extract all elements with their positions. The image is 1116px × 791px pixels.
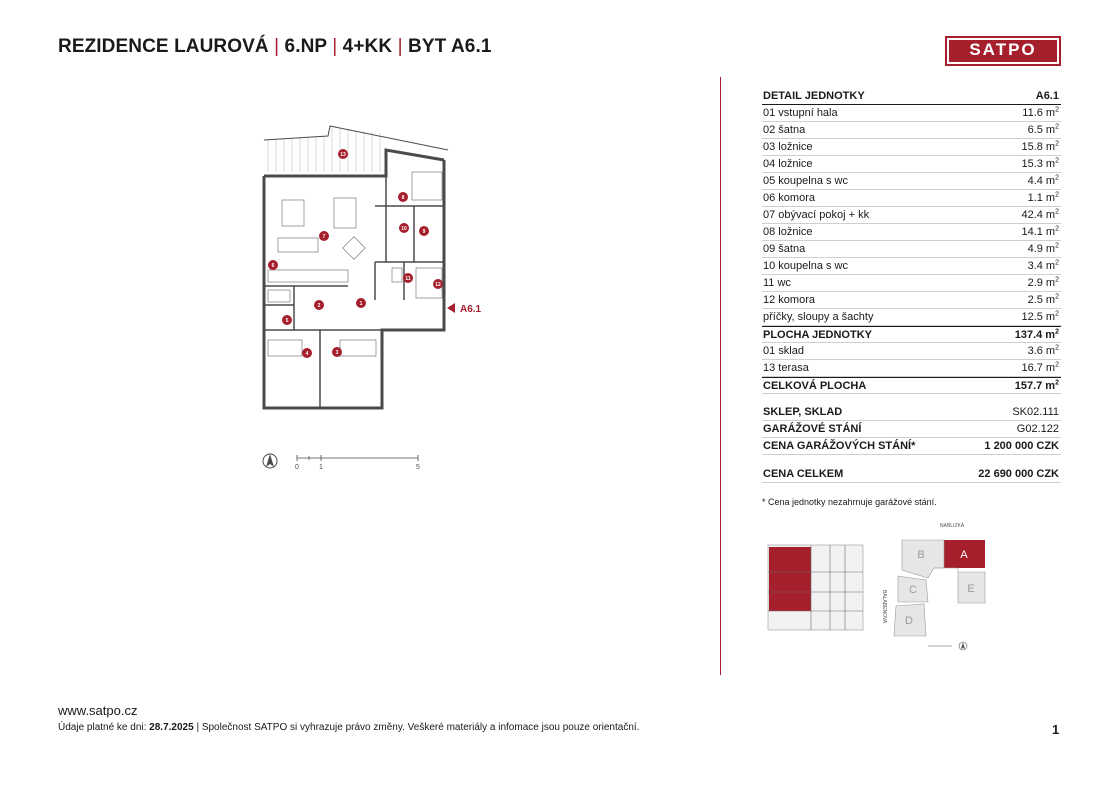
total-area-value: 157.7 $m^2$ (1014, 379, 1059, 392)
courtyard-link (934, 568, 958, 572)
terrace-paving (268, 128, 380, 172)
title-separator: | (397, 36, 403, 57)
title-layout: 4+KK (342, 36, 393, 57)
storage-table (762, 404, 1061, 455)
room-row-value: 15.3 $m^2$ (1021, 157, 1059, 170)
extra-row-value: 3.6 $m^2$ (1027, 344, 1059, 357)
room-rows (762, 105, 1061, 326)
title-separator: | (274, 36, 280, 57)
room-row (762, 258, 1061, 275)
room-row-value: 2.5 $m^2$ (1027, 293, 1059, 306)
page-title (58, 36, 492, 58)
room-row (762, 105, 1061, 122)
total-area-label: CELKOVÁ PLOCHA (763, 380, 867, 392)
block-label-c: C (909, 584, 917, 596)
room-row-value: 6.5 $m^2$ (1027, 123, 1059, 136)
storage-value: SK02.111 (1012, 406, 1059, 418)
detail-header-row (762, 88, 1061, 105)
logo-text: SATPO (949, 40, 1057, 60)
highlighted-unit (769, 547, 811, 611)
room-row-value: 15.8 $m^2$ (1021, 140, 1059, 153)
block-label-e: E (967, 583, 975, 595)
room-row-value: 11.6 $m^2$ (1022, 106, 1059, 119)
room-row (762, 309, 1061, 326)
room-row-label: 10 koupelna s wc (763, 260, 848, 272)
page-number: 1 (1052, 722, 1060, 737)
scale-label-5: 5 (416, 464, 420, 471)
unit-area-row (762, 326, 1061, 343)
unit-detail-table (762, 88, 1061, 394)
total-price-row (762, 466, 1061, 483)
garage-price-label: CENA GARÁŽOVÝCH STÁNÍ* (763, 440, 916, 452)
unit-label: A6.1 (460, 304, 482, 315)
title-separator: | (332, 36, 338, 57)
room-row-label: 04 ložnice (763, 158, 813, 170)
site-north-needle-icon (961, 642, 965, 649)
room-row (762, 224, 1061, 241)
footer-note-suffix: | Společnost SATPO si vyhrazuje právo změny. Veškeré materiály a infomace jsou pouze orientační. (193, 722, 640, 733)
scale-label-0: 0 (295, 464, 299, 471)
room-row-label: 03 ložnice (763, 141, 813, 153)
room-number: 3 (335, 350, 339, 356)
extra-row-value: 16.7 $m^2$ (1021, 361, 1059, 374)
room-row-value: 12.5 $m^2$ (1021, 310, 1059, 323)
room-number: 4 (305, 351, 309, 357)
room-row (762, 190, 1061, 207)
room-number: 5 (285, 318, 289, 324)
room-row-label: příčky, sloupy a šachty (763, 311, 874, 323)
room-row-value: 1.1 $m^2$ (1027, 191, 1059, 204)
room-number: 1 (359, 301, 363, 307)
room-row (762, 241, 1061, 258)
storage-label: SKLEP, SKLAD (763, 406, 843, 418)
detail-header-label: DETAIL JEDNOTKY (763, 90, 865, 102)
room-number: 8 (401, 195, 405, 201)
floor-plan (250, 120, 490, 415)
room-row-label: 07 obývací pokoj + kk (763, 209, 870, 221)
room-number: 9 (422, 229, 426, 235)
extra-row-label: 01 sklad (763, 345, 804, 357)
room-row-label: 06 komora (763, 192, 815, 204)
room-row-label: 02 šatna (763, 124, 806, 136)
footer-note-prefix: Údaje platné ke dni: (58, 722, 150, 733)
room-row-label: 01 vstupní hala (763, 107, 838, 119)
street-side-label: BALABENOVA (881, 590, 887, 624)
garage-label: GARÁŽOVÉ STÁNÍ (763, 423, 862, 435)
title-floor: 6.NP (284, 36, 327, 57)
room-row-value: 3.4 $m^2$ (1027, 259, 1059, 272)
room-number: 12 (435, 282, 441, 288)
total-area-row (762, 377, 1061, 394)
room-row (762, 156, 1061, 173)
logo-underline (949, 60, 1057, 62)
room-row (762, 139, 1061, 156)
room-row-label: 08 ložnice (763, 226, 813, 238)
room-number: 6 (271, 263, 275, 269)
floor-key-plan (762, 538, 872, 638)
room-numbers (272, 152, 441, 357)
room-row-value: 14.1 $m^2$ (1021, 225, 1059, 238)
price-note: * Cena jednotky nezahrnuje garážové stání. (762, 497, 937, 507)
inner-walls (264, 176, 444, 408)
block-label-b: B (917, 549, 925, 561)
column-divider (720, 77, 721, 675)
extra-row-label: 13 terasa (763, 362, 809, 374)
total-price-label: CENA CELKEM (763, 468, 844, 480)
footer-disclaimer (58, 722, 639, 733)
scale-bar (260, 448, 430, 474)
street-top-label: NABLIZKÁ (940, 523, 965, 529)
room-row-label: 11 wc (763, 277, 791, 289)
block-label-a: A (960, 549, 968, 561)
satpo-logo (945, 36, 1061, 66)
room-row-value: 2.9 $m^2$ (1027, 276, 1059, 289)
website-link[interactable]: www.satpo.cz (58, 703, 138, 718)
room-row (762, 173, 1061, 190)
room-number: 2 (317, 303, 321, 309)
extra-rows (762, 343, 1061, 377)
room-row (762, 207, 1061, 224)
block-label-d: D (905, 615, 913, 627)
room-row-label: 09 šatna (763, 243, 806, 255)
room-row (762, 275, 1061, 292)
room-number: 7 (322, 234, 326, 240)
garage-price-value: 1 200 000 CZK (984, 440, 1059, 452)
storage-row (762, 404, 1061, 421)
title-unit: BYT A6.1 (408, 36, 492, 57)
title-project: REZIDENCE LAUROVÁ (58, 36, 269, 57)
total-price (762, 466, 1061, 483)
garage-price-row (762, 438, 1061, 455)
unit-area-label: PLOCHA JEDNOTKY (763, 329, 872, 341)
room-number: 11 (405, 276, 411, 282)
extra-row (762, 343, 1061, 360)
north-arrow-needle-icon (266, 454, 274, 467)
entry-arrow-icon (447, 303, 455, 313)
garage-value: G02.122 (1016, 423, 1059, 435)
unit-area-value: 137.4 $m^2$ (1014, 328, 1059, 341)
room-row-label: 12 komora (763, 294, 815, 306)
room-row-value: 4.4 $m^2$ (1027, 174, 1059, 187)
footer-date: 28.7.2025 (149, 722, 194, 733)
room-row-label: 05 koupelna s wc (763, 175, 848, 187)
outer-walls (264, 150, 444, 408)
room-row-value: 4.9 $m^2$ (1027, 242, 1059, 255)
extra-row (762, 360, 1061, 377)
room-number: 13 (340, 152, 346, 158)
garage-row (762, 421, 1061, 438)
site-plan (870, 515, 1000, 655)
scale-label-1: 1 (319, 464, 323, 471)
room-row-value: 42.4 $m^2$ (1021, 208, 1059, 221)
room-row (762, 292, 1061, 309)
room-row (762, 122, 1061, 139)
total-price-value: 22 690 000 CZK (978, 468, 1059, 480)
detail-header-value: A6.1 (1035, 90, 1059, 102)
room-number: 10 (401, 226, 407, 232)
